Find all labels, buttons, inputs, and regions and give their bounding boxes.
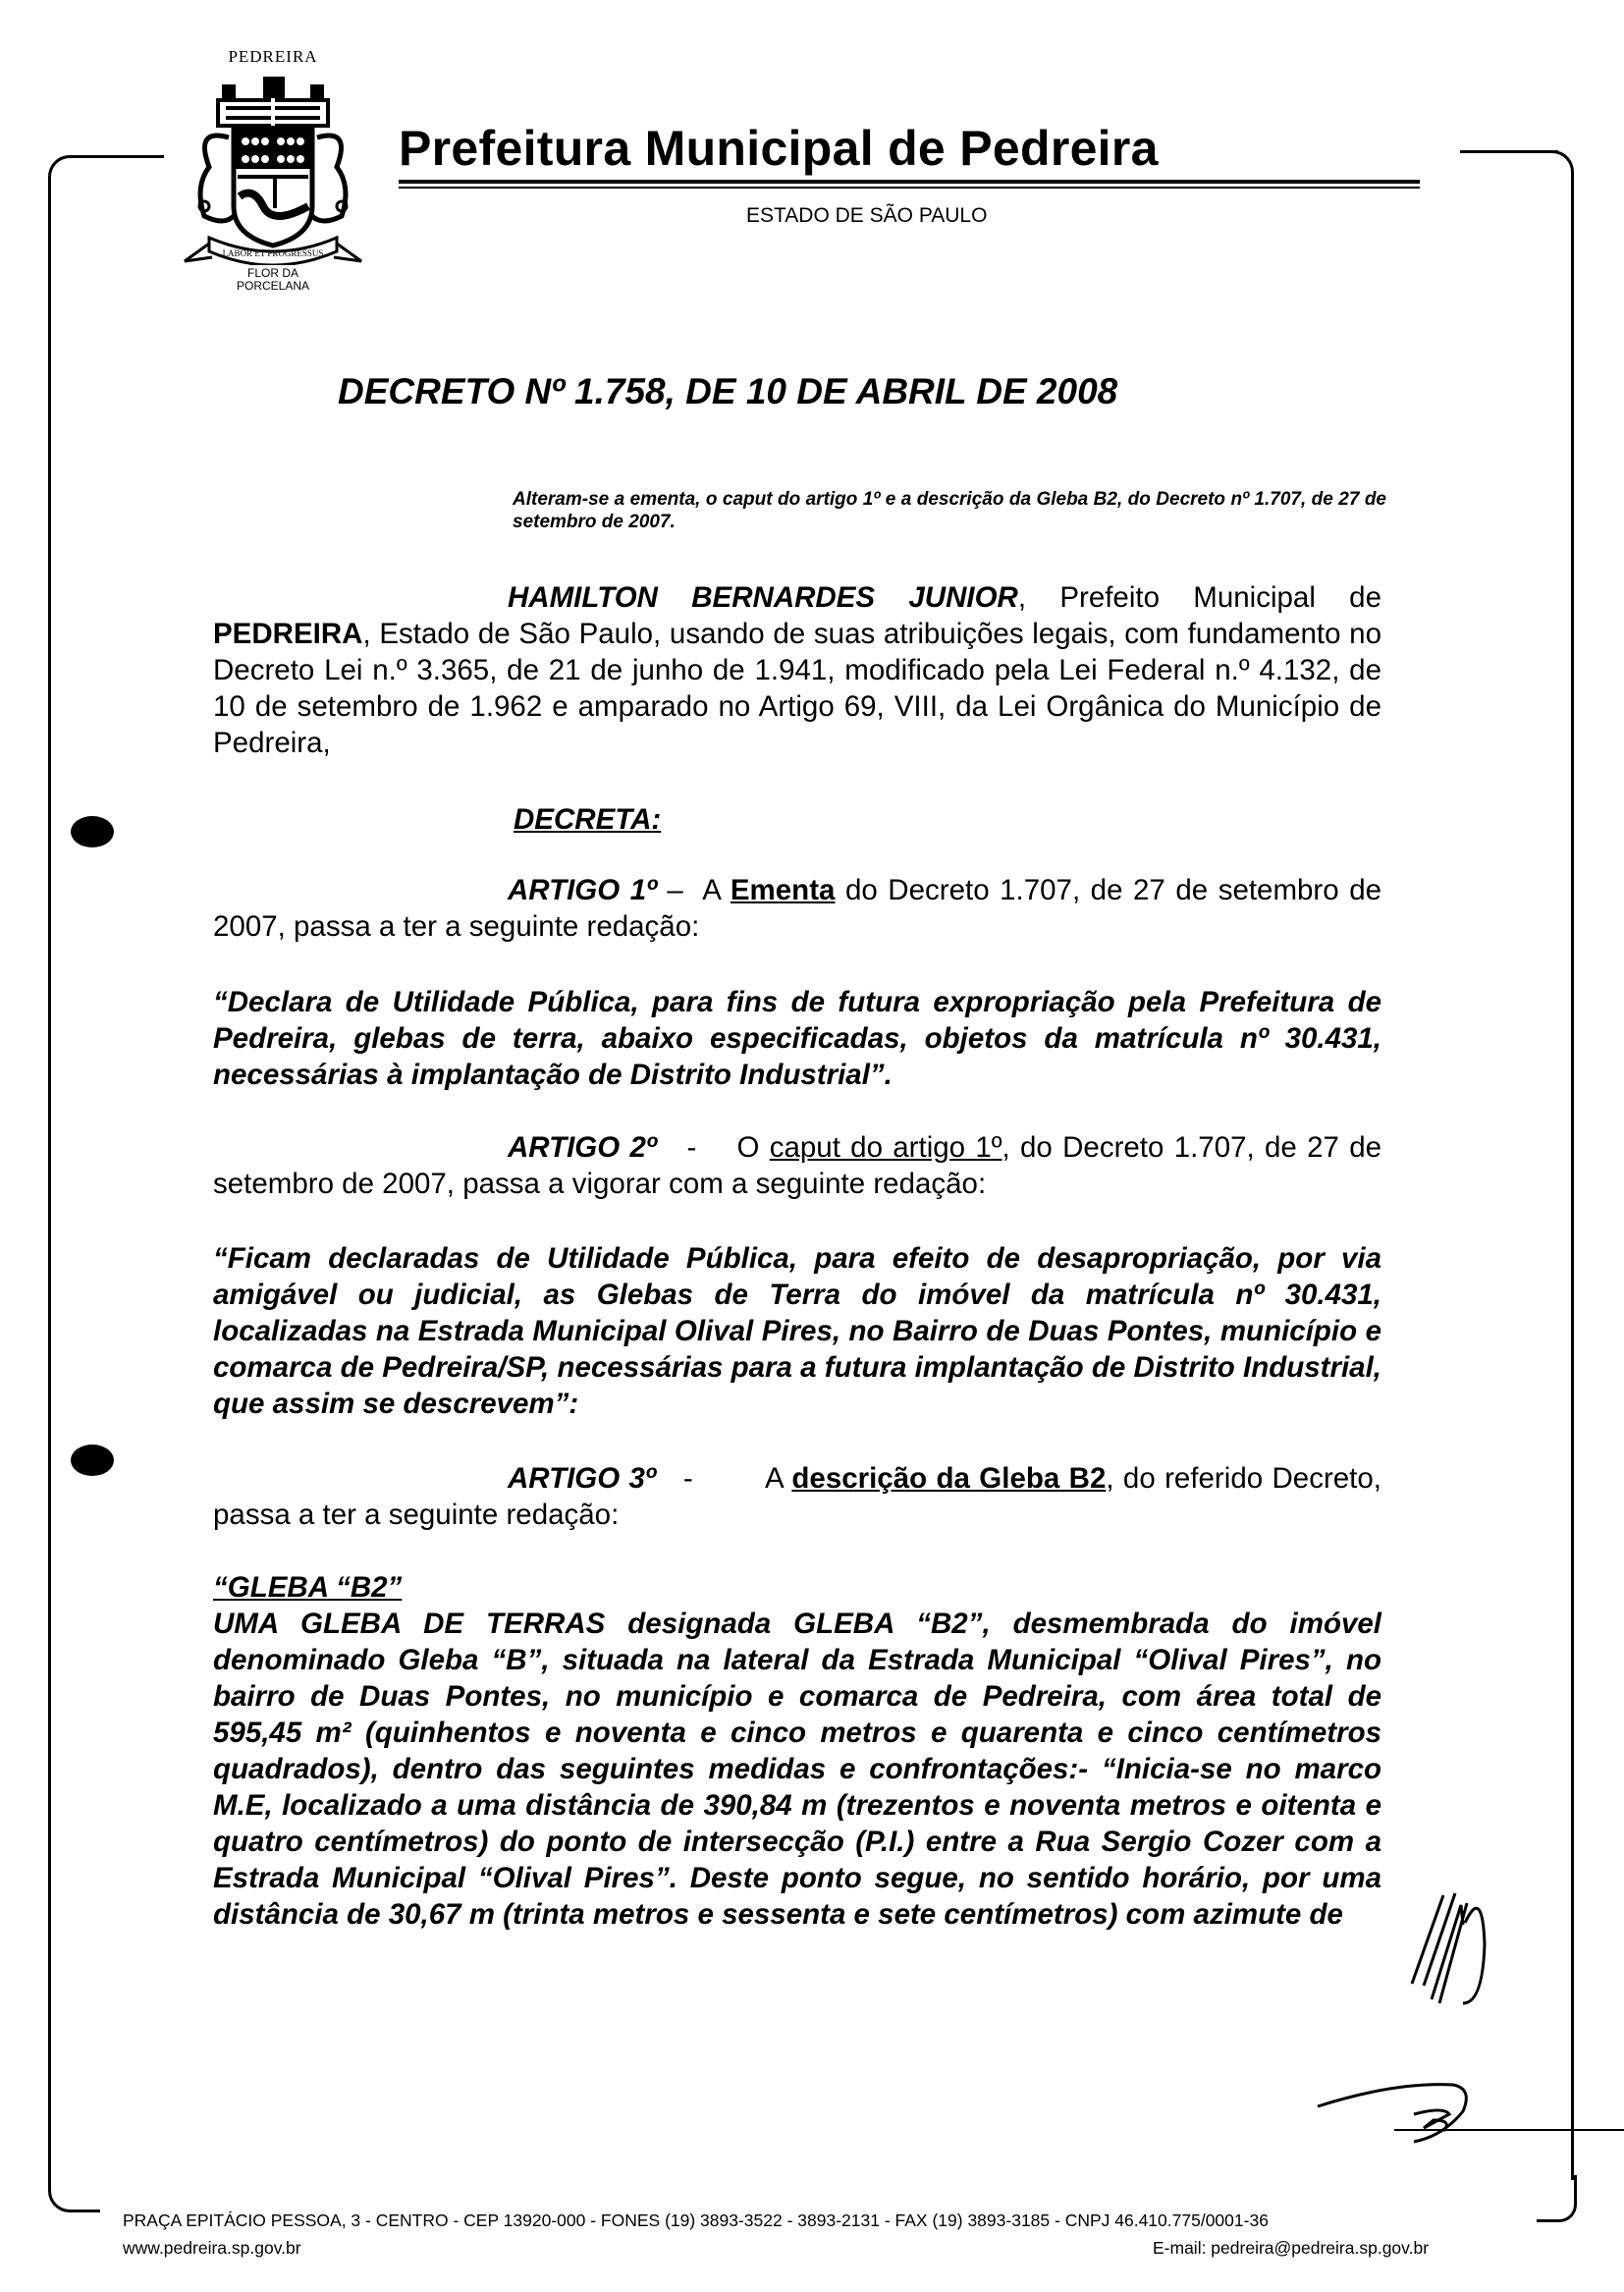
article-highlight: Ementa (730, 874, 836, 906)
article-2-quote: “Ficam declaradas de Utilidade Pública, para efeito de desapropriação, por via amigável ou judicial, as Glebas de Terra do imóvel da matrícula nº 30.431, localizadas na Estrada Municipal Olival Pires, no Bairro de Duas Pontes, município e comarca de Pedreira/SP, necessárias para a futura implantação de Distrito Industrial, que assim se descrevem”: (213, 1242, 1381, 1420)
coat-of-arms-logo (175, 47, 371, 293)
article-text: do Decreto 1.707, de 27 de setembro de 2007, passa a ter a seguinte redação: (213, 874, 1382, 943)
footer-address: PRAÇA EPITÁCIO PESSOA, 3 - CENTRO - CEP 13920-000 - FONES (19) 3893-3522 - 3893-2131 - FAX (19) 3893-3185 - CNPJ 46.410.775/0001-36 (123, 2210, 1269, 2230)
frame-left-line (48, 211, 51, 2165)
decree-title: DECRETO Nº 1.758, DE 10 DE ABRIL DE 2008 (338, 371, 1118, 411)
gleba-b2-section (213, 1569, 1381, 1933)
frame-corner-bottom-left (48, 2160, 100, 2212)
mayor-name: HAMILTON BERNARDES JUNIOR (508, 581, 1018, 614)
state-name: ESTADO DE SÃO PAULO (746, 204, 988, 227)
frame-corner-bottom-right (1537, 2175, 1577, 2222)
header-rule (399, 180, 1420, 184)
initials-signature-icon (1316, 2077, 1512, 2146)
article-separator: - A (655, 1462, 792, 1495)
article-1-quote: “Declara de Utilidade Pública, para fins de futura expropriação pela Prefeitura de Pedreira, glebas de terra, abaixo especificadas, objetos da matrícula nº 30.431, necessárias à implantação de Distrito Industrial”. (213, 986, 1381, 1091)
gleba-heading: “GLEBA “B2” (213, 1571, 403, 1604)
logo-subtitle-line1: FLOR DA (246, 266, 298, 280)
decree-summary: Alteram-se a ementa, o caput do artigo 1º e a descrição da Gleba B2, do Decreto nº 1.707, de 27 de setembro de 2007. (513, 489, 1386, 532)
frame-top-left-line (103, 155, 164, 158)
footer-email-link[interactable]: E-mail: pedreira@pedreira.sp.gov.br (1153, 2238, 1430, 2258)
preamble-text-cont: , Estado de São Paulo, usando de suas atribuições legais, com fundamento no Decreto Lei n.º 3.365, de 21 de junho de 1.941, modificado pela Lei Federal n.º 4.132, de 10 de setembro de 1.962 e amparado no Artigo 69, VIII, da Lei Orgânica do Município de Pedreira, (213, 618, 1381, 759)
frame-right-line (1571, 206, 1574, 2180)
signature-icon (1404, 1876, 1522, 2033)
article-label: ARTIGO 2º (508, 1131, 657, 1164)
preamble-paragraph (213, 579, 1381, 761)
article-separator: - O (656, 1131, 770, 1164)
punch-hole-top (71, 816, 114, 847)
preamble-text: , Prefeito Municipal de (1017, 581, 1381, 614)
frame-corner-top-right (1512, 150, 1574, 212)
article-separator: – A (656, 874, 731, 906)
logo-city-name: PEDREIRA (228, 47, 318, 66)
article-text: , do Decreto 1.707, de 27 de setembro de 2007, passa a vigorar com a seguinte redação: (213, 1131, 1382, 1200)
frame-corner-top-left (48, 155, 110, 217)
article-label: ARTIGO 3º (508, 1462, 656, 1495)
logo-subtitle-line2: PORCELANA (236, 279, 310, 293)
logo-motto: LABOR ET PROGRESSUS (222, 248, 324, 258)
city-name: PEDREIRA (213, 618, 363, 650)
footer-website-link[interactable]: www.pedreira.sp.gov.br (123, 2238, 301, 2258)
article-2 (213, 1129, 1381, 1202)
decreta-heading: DECRETA: (514, 803, 662, 836)
article-highlight: descrição da Gleba B2 (791, 1462, 1107, 1495)
article-1 (213, 872, 1381, 945)
article-3 (213, 1460, 1381, 1533)
header-rule-thin (399, 187, 1420, 189)
article-text: , do referido Decreto, passa a ter a seguinte redação: (213, 1462, 1381, 1531)
article-label: ARTIGO 1º (508, 874, 657, 906)
organization-name: Prefeitura Municipal de Pedreira (399, 121, 1159, 176)
punch-hole-bottom (71, 1445, 114, 1476)
gleba-description: UMA GLEBA DE TERRAS designada GLEBA “B2”, desmembrada do imóvel denominado Gleba “B”, situada na lateral da Estrada Municipal “Olival Pires”, no bairro de Duas Pontes, no município e comarca de Pedreira, com área total de 595,45 m² (quinhentos e noventa e cinco metros e quarenta e cinco centímetros quadrados), dentro das seguintes medidas e confrontações:- “Inicia-se no marco M.E, localizado a uma distância de 390,84 m (trezentos e noventa metros e oitenta e quatro centímetros) do ponto de intersecção (P.I.) entre a Rua Sergio Cozer com a Estrada Municipal “Olival Pires”. Deste ponto segue, no sentido horário, por uma distância de 30,67 m (trinta metros e sessenta e sete centímetros) com azimute de (213, 1608, 1381, 1931)
article-highlight: caput do artigo 1º (769, 1131, 1002, 1164)
coat-of-arms-icon (175, 69, 371, 265)
